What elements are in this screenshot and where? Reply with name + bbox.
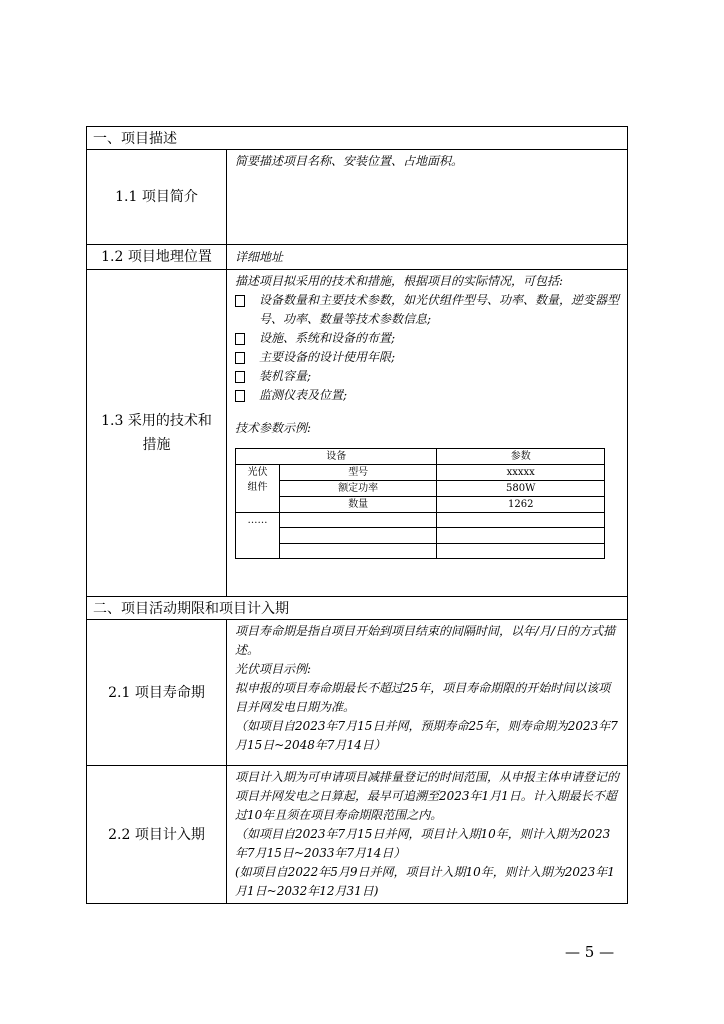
content-line: (如项目自2022年5月9日并网，项目计入期10年，则计入期为2023年1月1日~2032年12月31日) (235, 865, 615, 898)
header-param: 参数 (437, 449, 605, 465)
param-name: 额定功率 (279, 481, 437, 497)
header-device: 设备 (236, 449, 437, 465)
content-line: （如项目自2023年7月15日并网，项目计入期10年，则计入期为2023年7月15日~2033年7月14日） (235, 827, 611, 860)
list-item: 设备数量和主要技术参数，如光伏组件型号、功率、数量，逆变器型号、功率、数量等技术参数信息; (235, 291, 619, 329)
row-content (227, 620, 628, 766)
section-header-row (87, 127, 628, 150)
row-label (87, 270, 227, 597)
content-line: 光伏项目示例: (235, 662, 312, 676)
document-page (86, 126, 627, 904)
table-row (236, 543, 605, 558)
table-row (87, 766, 628, 904)
list-item: 装机容量; (235, 367, 619, 386)
label-line: 1.3 采用的技术和 (101, 413, 212, 429)
table-row (87, 270, 628, 597)
checkbox-icon (235, 333, 245, 345)
row-content (227, 270, 628, 597)
group-label: …… (236, 513, 280, 559)
row-content: 详细地址 (227, 245, 628, 270)
row-label: 2.1 项目寿命期 (87, 620, 227, 766)
list-item: 设施、系统和设备的布置; (235, 329, 619, 348)
row-content (227, 766, 628, 904)
content-line: 拟申报的项目寿命期最长不超过25年，项目寿命期限的开始时间以该项目并网发电日期为准。 (235, 681, 611, 714)
table-row (87, 620, 628, 766)
table-row (236, 513, 605, 528)
empty-cell (437, 543, 605, 558)
param-value: xxxxx (437, 465, 605, 481)
param-name: 型号 (279, 465, 437, 481)
example-title: 技术参数示例: (235, 421, 312, 435)
section-header-row (87, 597, 628, 620)
table-row (236, 449, 605, 465)
table-row (236, 497, 605, 513)
empty-cell (437, 513, 605, 528)
empty-cell (279, 513, 437, 528)
empty-cell (279, 543, 437, 558)
form-table (86, 126, 628, 904)
table-row (236, 465, 605, 481)
content-line: 项目计入期为可申请项目减排量登记的时间范围，从申报主体申请登记的项目并网发电之日算起，最早可追溯至2023年1月1日。计入期最长不超过10年且须在项目寿命期限范围之内。 (235, 770, 620, 822)
group-label: 光伏组件 (236, 465, 280, 513)
row-label: 1.1 项目简介 (87, 150, 227, 245)
table-row (87, 150, 628, 245)
checkbox-icon (235, 352, 245, 364)
content-line: （如项目自2023年7月15日并网，预期寿命25年，则寿命期为2023年7月15日~2048年7月14日） (235, 719, 618, 752)
checkbox-icon (235, 295, 245, 307)
list-item: 监测仪表及位置; (235, 386, 619, 405)
checkbox-icon (235, 371, 245, 383)
list-item: 主要设备的设计使用年限; (235, 348, 619, 367)
param-name: 数量 (279, 497, 437, 513)
table-row (236, 481, 605, 497)
row-content: 简要描述项目名称、安装位置、占地面积。 (227, 150, 628, 245)
param-table (235, 448, 605, 559)
param-value: 1262 (437, 497, 605, 513)
row-label: 1.2 项目地理位置 (87, 245, 227, 270)
section-header: 一、项目描述 (87, 127, 628, 150)
param-value: 580W (437, 481, 605, 497)
empty-cell (279, 528, 437, 543)
section-header: 二、项目活动期限和项目计入期 (87, 597, 628, 620)
row-label: 2.2 项目计入期 (87, 766, 227, 904)
table-row (236, 528, 605, 543)
label-line: 措施 (142, 437, 171, 453)
content-line: 项目寿命期是指自项目开始到项目结束的间隔时间，以年/月/日的方式描述。 (235, 624, 616, 657)
checkbox-icon (235, 390, 245, 402)
empty-cell (437, 528, 605, 543)
page-number: — 5 — (565, 943, 615, 961)
table-row (87, 245, 628, 270)
intro-text: 描述项目拟采用的技术和措施，根据项目的实际情况，可包括: (235, 274, 564, 288)
